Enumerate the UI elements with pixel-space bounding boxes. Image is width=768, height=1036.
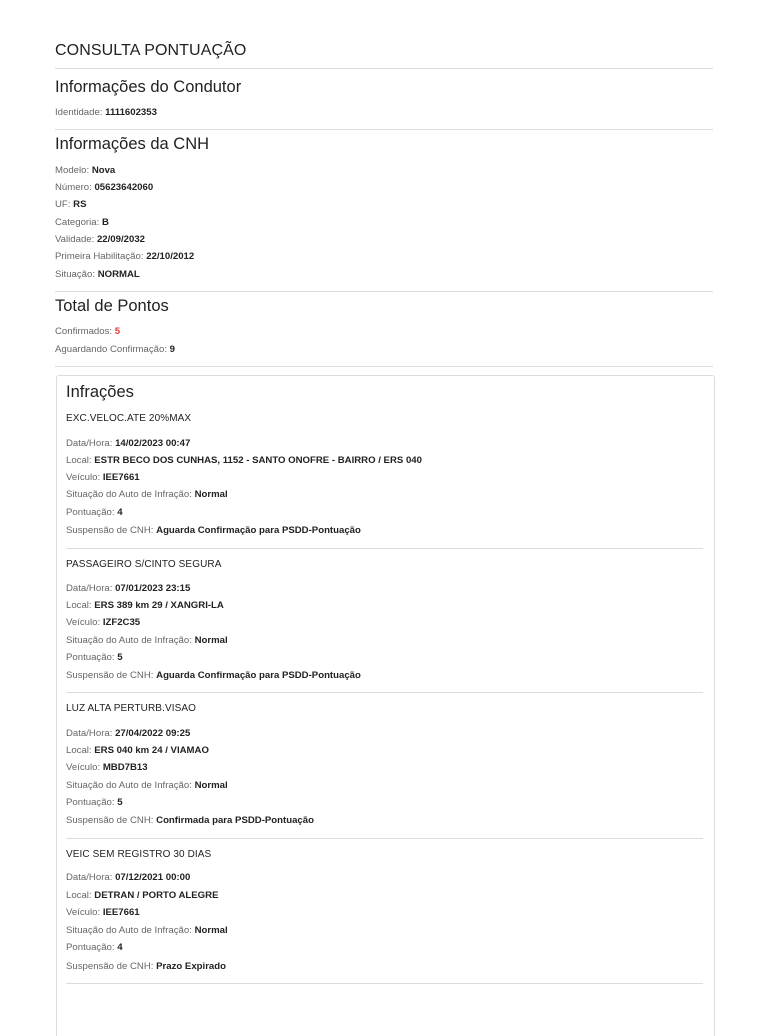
infracoes-heading: Infrações [66,383,134,401]
infracao-local [66,745,209,756]
infracao-titulo: PASSAGEIRO S/CINTO SEGURA [66,559,222,570]
confirmados-label: Confirmados: [55,326,113,337]
infracao-veiculo [66,762,148,773]
field-value: 4 [117,942,123,953]
confirmados-value: 5 [114,326,121,337]
aguardando-label: Aguardando Confirmação: [55,344,167,355]
infracao-titulo: LUZ ALTA PERTURB.VISAO [66,703,197,714]
cnh-field-validade [55,234,145,245]
cnh-field-value: 22/10/2012 [146,251,195,262]
field-label: Pontuação: [66,942,115,953]
field-label: Suspensão de CNH: [66,815,154,826]
infracao-pontuacao [66,652,123,663]
infracao-suspensao [66,961,226,972]
infracao-local [66,890,218,901]
field-label: Pontuação: [66,507,115,518]
field-value: 5 [117,797,123,808]
infracao-situacao [66,489,228,500]
cnh-field-label: UF: [55,199,71,210]
field-label: Suspensão de CNH: [66,961,154,972]
identidade-label: Identidade: [55,107,103,118]
field-value: 07/01/2023 23:15 [115,583,191,594]
cnh-field-numero [55,182,153,193]
field-value: IEE7661 [102,472,140,483]
divider [55,366,713,367]
infracao-pontuacao [66,507,123,518]
infracao-veiculo [66,617,140,628]
field-label: Local: [66,745,92,756]
cnh-field-value: 22/09/2032 [96,234,145,245]
infracao-local [66,600,224,611]
field-value: DETRAN / PORTO ALEGRE [94,890,219,901]
field-value: IEE7661 [102,907,140,918]
infracao-situacao [66,780,228,791]
cnh-field-categoria [55,217,109,228]
field-value: ESTR BECO DOS CUNHAS, 1152 - SANTO ONOFRE - BAIRRO / ERS 040 [94,455,422,466]
infracao-pontuacao [66,797,123,808]
field-value: MBD7B13 [102,762,148,773]
infracao-suspensao [66,815,314,826]
confirmados-field [55,326,120,337]
page-title: CONSULTA PONTUAÇÃO [55,42,247,59]
field-label: Data/Hora: [66,872,113,883]
field-label: Data/Hora: [66,583,113,594]
field-value: Normal [194,635,228,646]
field-label: Local: [66,600,92,611]
field-value: Aguarda Confirmação para PSDD-Pontuação [156,670,361,681]
cnh-field-label: Número: [55,182,92,193]
field-value: 5 [117,652,123,663]
field-label: Data/Hora: [66,438,113,449]
infracao-veiculo [66,907,140,918]
field-value: Prazo Expirado [156,961,226,972]
cnh-field-label: Primeira Habilitação: [55,251,144,262]
identidade-value: 1111602353 [105,107,157,118]
field-label: Local: [66,455,92,466]
field-value: Normal [194,780,228,791]
cnh-field-primeira-habilitacao [55,251,194,262]
infracao-data [66,872,190,883]
cnh-field-value: RS [73,199,87,210]
divider [55,291,713,292]
divider [55,129,713,130]
cnh-field-situacao [55,269,140,280]
divider [66,692,703,693]
field-label: Data/Hora: [66,728,113,739]
field-label: Suspensão de CNH: [66,670,154,681]
cnh-field-label: Situação: [55,269,96,280]
field-value: ERS 040 km 24 / VIAMAO [94,745,209,756]
field-value: Normal [194,925,228,936]
pontos-heading: Total de Pontos [55,297,169,315]
condutor-heading: Informações do Condutor [55,78,242,96]
infracao-data [66,583,190,594]
cnh-field-value: B [101,217,109,228]
field-value: Aguarda Confirmação para PSDD-Pontuação [156,525,361,536]
cnh-field-label: Categoria: [55,217,100,228]
aguardando-value: 9 [169,344,176,355]
infracao-suspensao [66,525,361,536]
cnh-field-value: Nova [91,165,116,176]
infracao-data [66,438,190,449]
field-label: Pontuação: [66,652,115,663]
cnh-field-value: NORMAL [97,269,140,280]
divider [55,68,713,69]
field-label: Local: [66,890,92,901]
infracao-titulo: VEIC SEM REGISTRO 30 DIAS [66,849,212,860]
field-label: Veículo: [66,472,101,483]
field-label: Suspensão de CNH: [66,525,154,536]
field-value: IZF2C35 [102,617,141,628]
infracao-suspensao [66,670,361,681]
field-value: 07/12/2021 00:00 [115,872,191,883]
cnh-field-label: Validade: [55,234,95,245]
field-label: Veículo: [66,762,101,773]
cnh-field-modelo [55,165,115,176]
aguardando-field [55,344,175,355]
divider [66,983,703,984]
divider [66,838,703,839]
infracao-data [66,728,190,739]
field-value: 27/04/2022 09:25 [115,728,191,739]
divider [66,548,703,549]
field-label: Situação do Auto de Infração: [66,780,192,791]
cnh-field-uf [55,199,86,210]
identidade-field [55,107,157,118]
infracao-local [66,455,422,466]
field-label: Situação do Auto de Infração: [66,635,192,646]
infracao-titulo: EXC.VELOC.ATE 20%MAX [66,413,192,424]
cnh-field-label: Modelo: [55,165,90,176]
infracao-situacao [66,925,228,936]
field-value: Normal [194,489,228,500]
field-label: Pontuação: [66,797,115,808]
field-label: Situação do Auto de Infração: [66,925,192,936]
field-value: 14/02/2023 00:47 [115,438,191,449]
field-value: Confirmada para PSDD-Pontuação [156,815,314,826]
field-value: 4 [117,507,123,518]
infracao-situacao [66,635,228,646]
field-label: Veículo: [66,907,101,918]
field-label: Situação do Auto de Infração: [66,489,192,500]
infracao-pontuacao [66,942,123,953]
field-label: Veículo: [66,617,101,628]
field-value: ERS 389 km 29 / XANGRI-LA [94,600,224,611]
cnh-heading: Informações da CNH [55,135,210,153]
infracao-veiculo [66,472,140,483]
cnh-field-value: 05623642060 [94,182,154,193]
